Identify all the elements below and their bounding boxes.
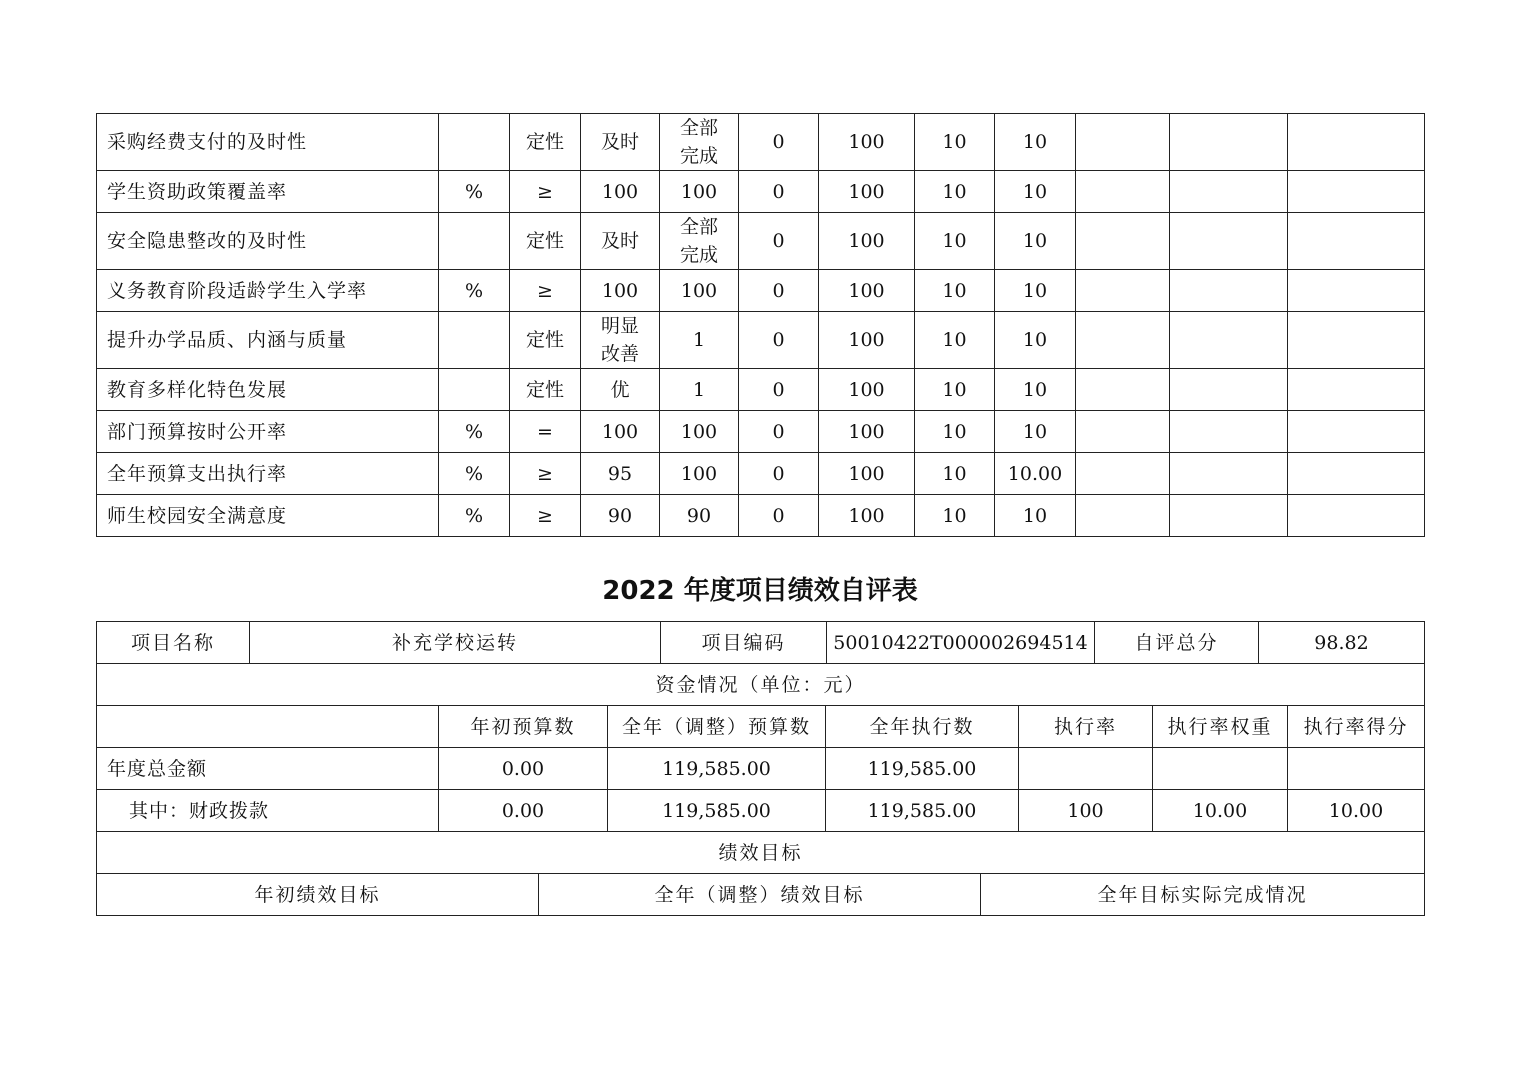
indicator-unit: % — [439, 411, 510, 453]
indicator-col7: 10 — [915, 411, 995, 453]
indicator-actual-line-2: 完成 — [679, 244, 718, 266]
indicator-actual-line-1: 90 — [686, 504, 712, 527]
indicator-target — [581, 171, 660, 213]
indicator-name: 部门预算按时公开率 — [97, 411, 439, 453]
project-name-value: 补充学校运转 — [250, 622, 661, 664]
indicator-operator: 定性 — [510, 114, 581, 171]
indicator-actual-line-1: 全部 — [679, 216, 718, 238]
indicator-row — [97, 411, 1425, 453]
indicator-target — [581, 213, 660, 270]
indicator-row — [97, 171, 1425, 213]
indicator-col7: 10 — [915, 270, 995, 312]
indicator-actual — [660, 213, 739, 270]
indicator-col7: 10 — [915, 369, 995, 411]
indicator-target — [581, 369, 660, 411]
indicator-col7: 10 — [915, 495, 995, 537]
indicator-col5: 0 — [739, 270, 819, 312]
indicator-unit: % — [439, 270, 510, 312]
indicator-target — [581, 312, 660, 369]
indicator-row — [97, 312, 1425, 369]
indicator-actual — [660, 411, 739, 453]
indicator-col8: 10 — [995, 312, 1076, 369]
indicator-col6: 100 — [819, 213, 915, 270]
indicator-col6: 100 — [819, 270, 915, 312]
indicator-empty-3 — [1288, 270, 1425, 312]
indicator-empty-3 — [1288, 312, 1425, 369]
indicator-col5: 0 — [739, 213, 819, 270]
indicator-actual-line-1: 1 — [692, 329, 706, 351]
project-code-label: 项目编码 — [661, 622, 827, 664]
goal-actual-header: 全年目标实际完成情况 — [981, 874, 1425, 916]
indicator-target-line-1: 95 — [607, 462, 633, 485]
indicator-actual-line-1: 100 — [680, 420, 718, 443]
indicator-unit: % — [439, 453, 510, 495]
funds-header-executed: 全年执行数 — [826, 706, 1019, 748]
indicator-target — [581, 270, 660, 312]
goals-table — [96, 831, 1425, 916]
indicator-name: 提升办学品质、内涵与质量 — [97, 312, 439, 369]
indicator-unit — [439, 213, 510, 270]
indicator-actual — [660, 453, 739, 495]
indicator-empty-2 — [1170, 270, 1288, 312]
indicator-actual — [660, 312, 739, 369]
indicator-empty-3 — [1288, 114, 1425, 171]
funds-weight — [1153, 748, 1288, 790]
funds-rate: 100 — [1019, 790, 1153, 832]
indicator-col8: 10 — [995, 369, 1076, 411]
indicator-empty-3 — [1288, 495, 1425, 537]
indicator-col5: 0 — [739, 411, 819, 453]
indicator-empty-2 — [1170, 213, 1288, 270]
funds-row-label: 年度总金额 — [97, 748, 439, 790]
indicator-unit: % — [439, 171, 510, 213]
indicator-operator: = — [510, 411, 581, 453]
score-label: 自评总分 — [1095, 622, 1259, 664]
funds-table — [96, 705, 1425, 832]
indicator-unit — [439, 369, 510, 411]
indicator-col8: 10 — [995, 171, 1076, 213]
indicator-empty-1 — [1076, 453, 1170, 495]
indicator-col7: 10 — [915, 114, 995, 171]
project-name-label: 项目名称 — [97, 622, 250, 664]
indicator-target — [581, 411, 660, 453]
indicator-col5: 0 — [739, 171, 819, 213]
indicator-operator: 定性 — [510, 312, 581, 369]
indicator-name: 安全隐患整改的及时性 — [97, 213, 439, 270]
indicator-operator: 定性 — [510, 213, 581, 270]
project-code-value: 50010422T000002694514 — [827, 622, 1095, 664]
indicator-empty-1 — [1076, 270, 1170, 312]
funds-initial: 0.00 — [439, 790, 608, 832]
indicator-empty-3 — [1288, 411, 1425, 453]
indicator-col6: 100 — [819, 312, 915, 369]
goals-section-title: 绩效目标 — [97, 832, 1425, 874]
indicator-col5: 0 — [739, 453, 819, 495]
indicator-name: 义务教育阶段适龄学生入学率 — [97, 270, 439, 312]
indicator-col6: 100 — [819, 171, 915, 213]
indicator-actual-line-2: 完成 — [679, 145, 718, 167]
indicator-empty-2 — [1170, 171, 1288, 213]
indicator-col6: 100 — [819, 453, 915, 495]
indicator-actual — [660, 270, 739, 312]
indicator-col8: 10 — [995, 495, 1076, 537]
indicator-target — [581, 453, 660, 495]
funds-rate — [1019, 748, 1153, 790]
indicator-empty-1 — [1076, 369, 1170, 411]
indicator-empty-2 — [1170, 453, 1288, 495]
funds-executed: 119,585.00 — [826, 748, 1019, 790]
score-value: 98.82 — [1259, 622, 1425, 664]
indicator-empty-1 — [1076, 171, 1170, 213]
indicator-actual-line-1: 100 — [680, 180, 718, 203]
indicator-col8: 10 — [995, 114, 1076, 171]
indicator-col7: 10 — [915, 312, 995, 369]
indicator-empty-1 — [1076, 495, 1170, 537]
indicator-target — [581, 114, 660, 171]
indicator-empty-2 — [1170, 495, 1288, 537]
indicator-actual-line-1: 1 — [692, 378, 706, 401]
indicator-name: 采购经费支付的及时性 — [97, 114, 439, 171]
indicator-actual-line-1: 100 — [680, 279, 718, 302]
indicator-col6: 100 — [819, 369, 915, 411]
indicator-target-line-1: 100 — [601, 420, 639, 443]
indicator-col5: 0 — [739, 114, 819, 171]
project-info-table — [96, 621, 1425, 706]
indicator-operator: 定性 — [510, 369, 581, 411]
indicator-operator: ≥ — [510, 453, 581, 495]
indicator-row — [97, 270, 1425, 312]
indicator-actual-line-1: 100 — [680, 462, 718, 485]
indicator-col6: 100 — [819, 495, 915, 537]
indicator-empty-1 — [1076, 213, 1170, 270]
indicator-col8: 10 — [995, 411, 1076, 453]
indicator-target-line-1: 90 — [607, 504, 633, 527]
indicator-operator: ≥ — [510, 270, 581, 312]
funds-row-total — [97, 748, 1425, 790]
funds-header-weight: 执行率权重 — [1153, 706, 1288, 748]
indicator-row — [97, 114, 1425, 171]
indicator-empty-1 — [1076, 411, 1170, 453]
funds-adjusted: 119,585.00 — [608, 790, 826, 832]
indicator-col8: 10 — [995, 213, 1076, 270]
indicator-empty-3 — [1288, 369, 1425, 411]
indicator-col5: 0 — [739, 312, 819, 369]
indicator-col5: 0 — [739, 495, 819, 537]
funds-adjusted: 119,585.00 — [608, 748, 826, 790]
indicator-target-line-1: 100 — [601, 279, 639, 302]
indicator-unit: % — [439, 495, 510, 537]
funds-header-rate: 执行率 — [1019, 706, 1153, 748]
indicator-empty-1 — [1076, 312, 1170, 369]
funds-section-title: 资金情况（单位：元） — [97, 664, 1425, 706]
indicator-row — [97, 453, 1425, 495]
page-title: 2022 年度项目绩效自评表 — [602, 576, 918, 606]
indicator-empty-2 — [1170, 369, 1288, 411]
indicator-row — [97, 495, 1425, 537]
indicator-name: 教育多样化特色发展 — [97, 369, 439, 411]
funds-header-blank — [97, 706, 439, 748]
indicator-actual — [660, 171, 739, 213]
indicator-actual — [660, 114, 739, 171]
indicator-actual-line-1: 全部 — [679, 117, 718, 139]
indicator-empty-2 — [1170, 312, 1288, 369]
indicator-row — [97, 369, 1425, 411]
indicator-empty-3 — [1288, 171, 1425, 213]
indicator-col7: 10 — [915, 213, 995, 270]
indicator-empty-2 — [1170, 411, 1288, 453]
goal-adjusted-header: 全年（调整）绩效目标 — [539, 874, 981, 916]
indicator-col8: 10 — [995, 270, 1076, 312]
indicator-col6: 100 — [819, 114, 915, 171]
indicator-operator: ≥ — [510, 495, 581, 537]
indicator-col7: 10 — [915, 453, 995, 495]
funds-weight: 10.00 — [1153, 790, 1288, 832]
indicator-col5: 0 — [739, 369, 819, 411]
funds-header-score: 执行率得分 — [1288, 706, 1425, 748]
indicator-name: 师生校园安全满意度 — [97, 495, 439, 537]
indicator-target — [581, 495, 660, 537]
indicator-target-line-1: 及时 — [600, 230, 639, 252]
indicator-target-line-1: 明显 — [600, 315, 639, 337]
indicator-name: 全年预算支出执行率 — [97, 453, 439, 495]
indicator-col8: 10.00 — [995, 453, 1076, 495]
indicator-target-line-1: 100 — [601, 180, 639, 203]
indicator-col6: 100 — [819, 411, 915, 453]
funds-score: 10.00 — [1288, 790, 1425, 832]
indicator-col7: 10 — [915, 171, 995, 213]
funds-row-label: 其中：财政拨款 — [97, 790, 439, 832]
indicator-empty-1 — [1076, 114, 1170, 171]
indicator-target-line-2: 改善 — [600, 343, 639, 365]
goal-initial-header: 年初绩效目标 — [97, 874, 539, 916]
indicator-empty-3 — [1288, 453, 1425, 495]
indicator-unit — [439, 312, 510, 369]
indicator-name: 学生资助政策覆盖率 — [97, 171, 439, 213]
funds-score — [1288, 748, 1425, 790]
funds-executed: 119,585.00 — [826, 790, 1019, 832]
funds-header-initial: 年初预算数 — [439, 706, 608, 748]
funds-header-row — [97, 706, 1425, 748]
indicator-operator: ≥ — [510, 171, 581, 213]
indicator-table — [96, 113, 1425, 537]
indicator-actual — [660, 369, 739, 411]
funds-header-adjusted: 全年（调整）预算数 — [608, 706, 826, 748]
indicator-target-line-1: 及时 — [600, 131, 639, 153]
funds-row-fiscal — [97, 790, 1425, 832]
indicator-empty-3 — [1288, 213, 1425, 270]
indicator-row — [97, 213, 1425, 270]
funds-initial: 0.00 — [439, 748, 608, 790]
indicator-actual — [660, 495, 739, 537]
indicator-unit — [439, 114, 510, 171]
indicator-empty-2 — [1170, 114, 1288, 171]
indicator-target-line-1: 优 — [610, 378, 630, 401]
